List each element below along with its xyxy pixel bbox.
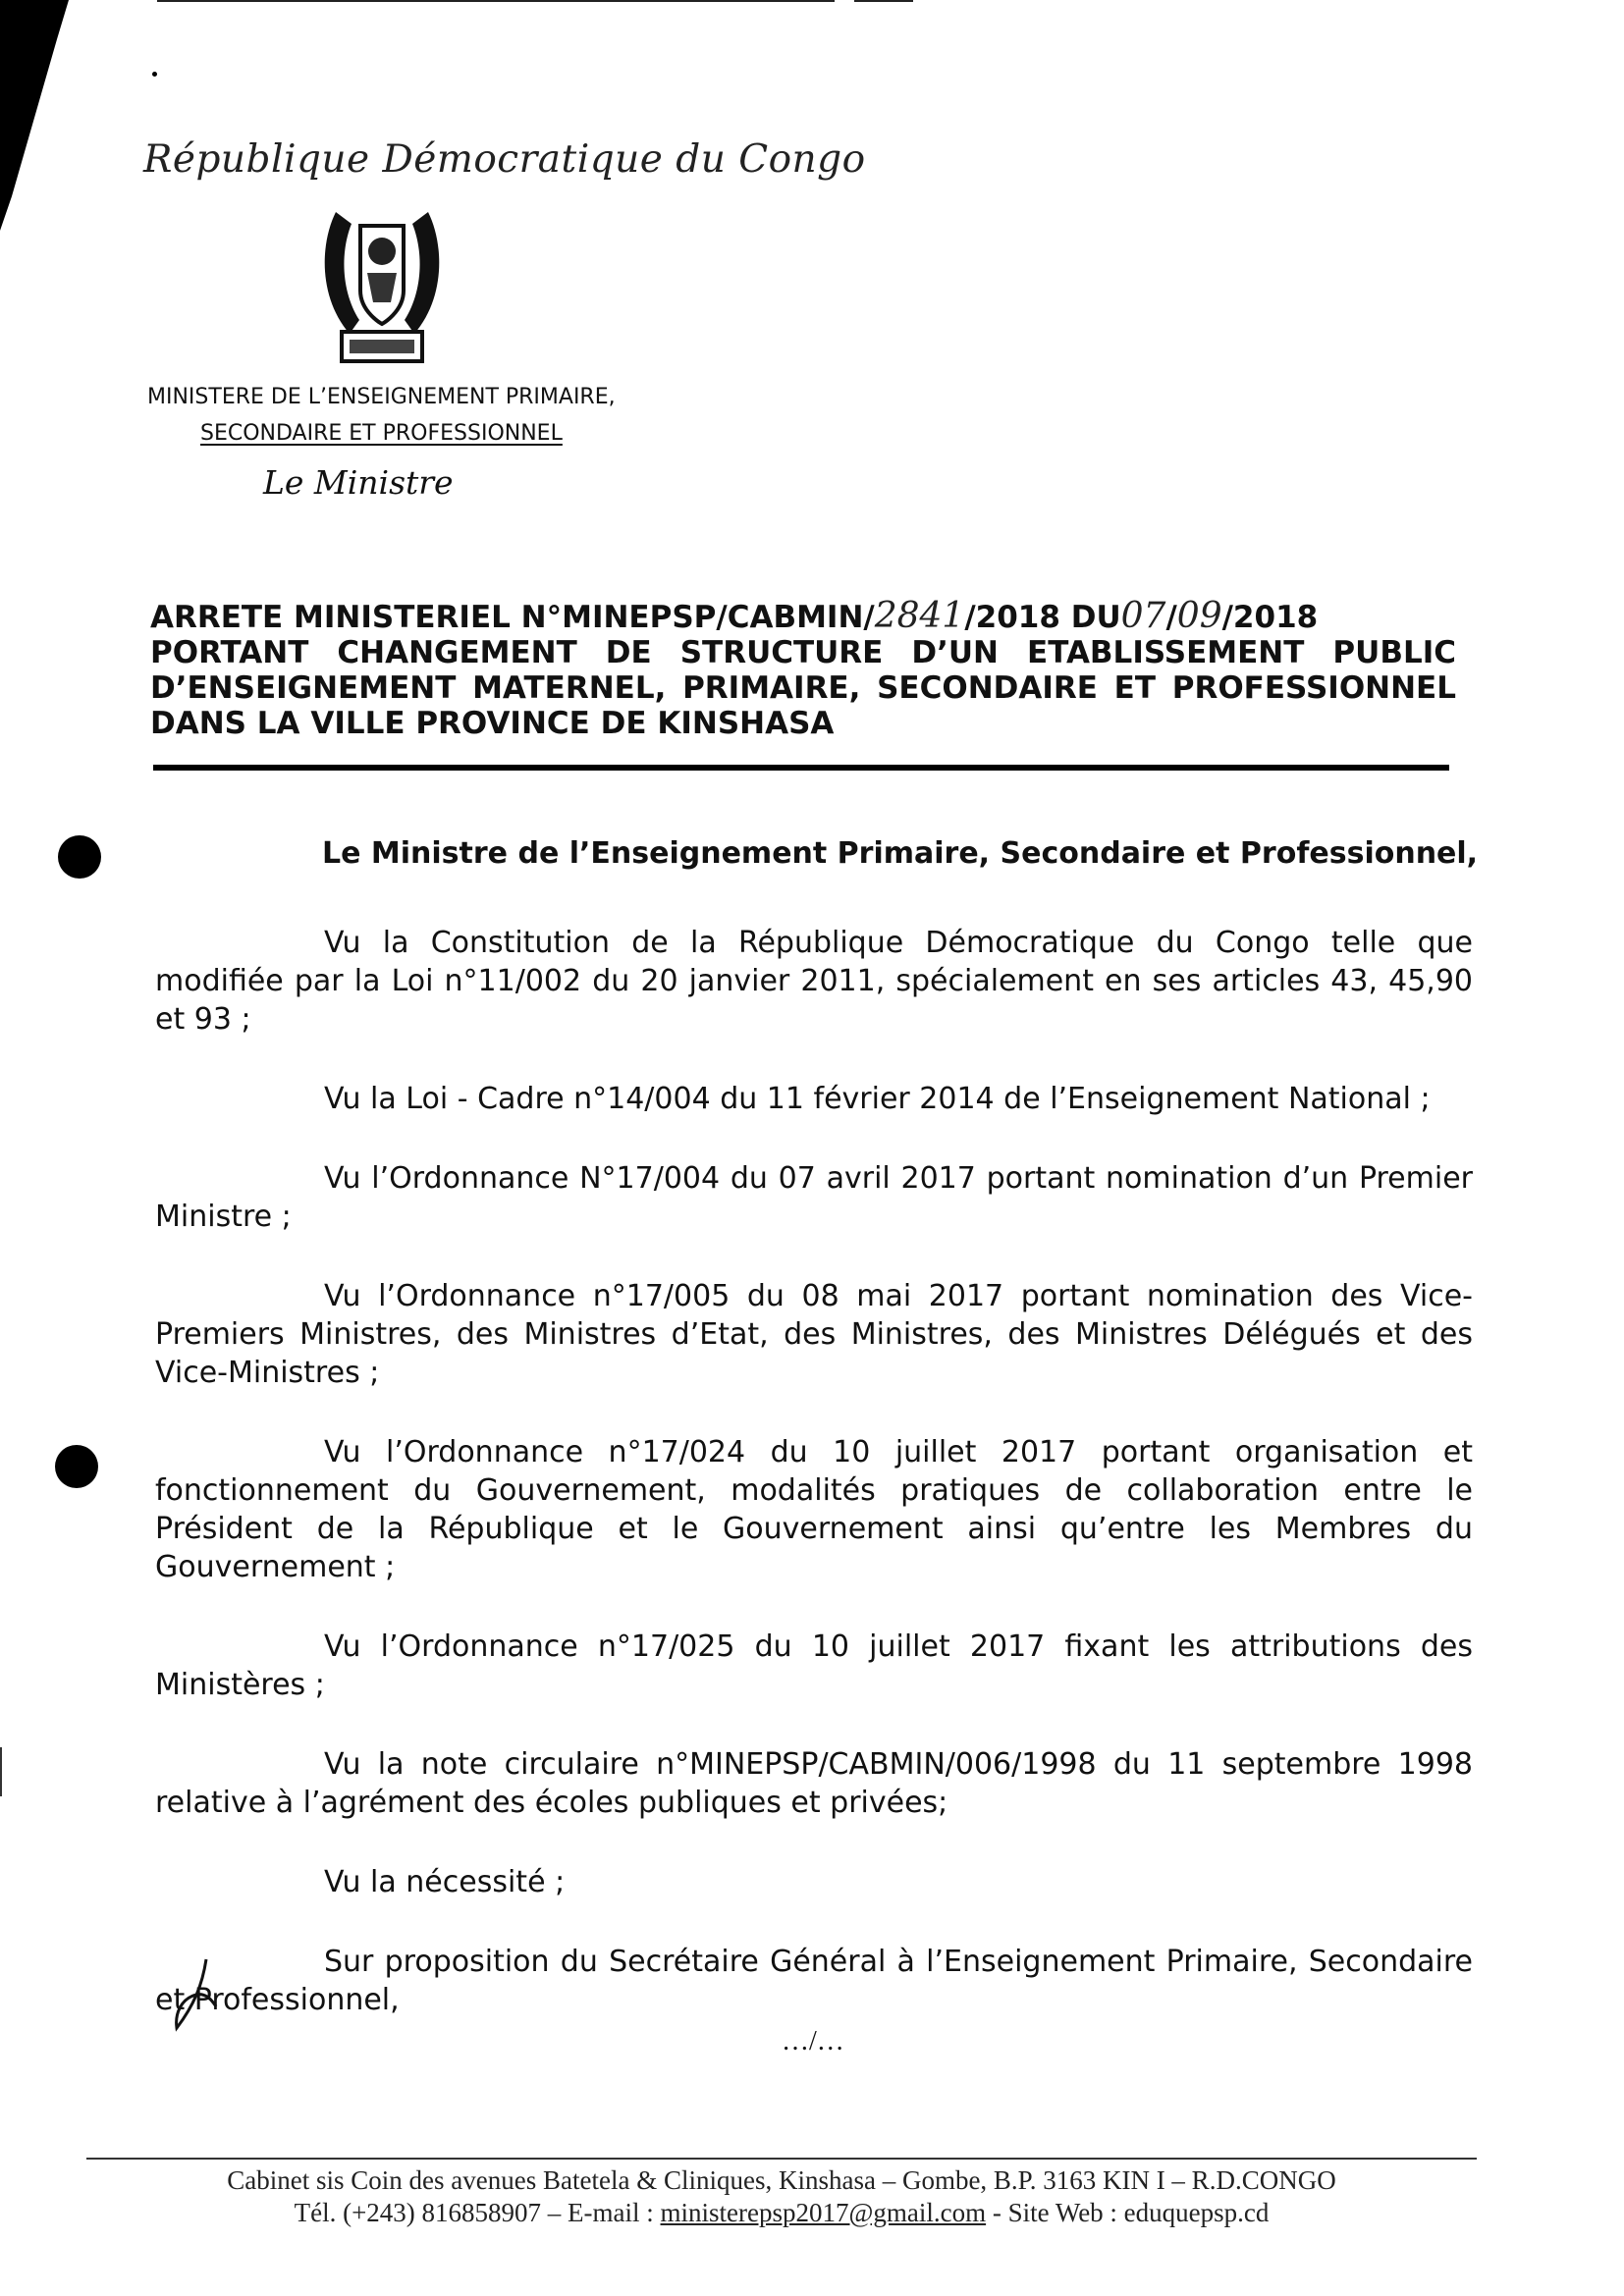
considerant-paragraph: Vu la nécessité ;: [324, 1865, 566, 1899]
decree-body: [155, 834, 1479, 2060]
decree-title-line: PORTANT CHANGEMENT DE STRUCTURE D’UN ETABLISSEMENT PUBLIC: [150, 635, 1456, 670]
considerant-paragraph: Vu l’Ordonnance N°17/004 du 07 avril 2017 portant nomination d’un Premier Ministre ;: [155, 1161, 1473, 1234]
speck: [152, 72, 157, 77]
footer: [86, 2164, 1477, 2229]
scan-top-rule-right: [854, 0, 913, 2]
country-name: République Démocratique du Congo: [143, 137, 866, 182]
page-continuation-mark: …/…: [782, 2026, 844, 2056]
ministry-name: MINISTERE DE L’ENSEIGNEMENT PRIMAIRE,: [147, 385, 616, 409]
considerant-paragraph: Sur proposition du Secrétaire Général à l’Enseignement Primaire, Secondaire et Professionnel,: [155, 1945, 1473, 2017]
decree-title: [150, 596, 1456, 741]
email-link[interactable]: ministerepsp2017@gmail.com: [660, 2198, 987, 2227]
decree-prefix: ARRETE MINISTERIEL N°MINEPSP/CABMIN/: [150, 600, 875, 635]
decree-reference: ARRETE MINISTERIEL N°MINEPSP/CABMIN/2841/2018 DU07/09/2018: [150, 596, 1319, 636]
scan-corner-shadow: [0, 0, 79, 236]
footer-address: Cabinet sis Coin des avenues Batetela & Cliniques, Kinshasa – Gombe, B.P. 3163 KIN I – R.D.CONGO: [227, 2165, 1336, 2195]
considerant-paragraph: Vu la Loi - Cadre n°14/004 du 11 février 2014 de l’Enseignement National ;: [324, 1082, 1431, 1116]
scan-top-rule: [157, 0, 835, 2]
footer-website: - Site Web : eduquepsp.cd: [986, 2198, 1270, 2227]
handwritten-month: 09: [1176, 596, 1222, 636]
considerant-paragraph: Vu l’Ordonnance n°17/005 du 08 mai 2017 portant nomination des Vice-Premiers Ministres, des Ministres d’Etat, des Ministres, des Ministres Délégués et des Vice-Ministres ;: [155, 1279, 1473, 1390]
decree-year: /2018 DU: [964, 600, 1121, 635]
decree-year-end: /2018: [1221, 600, 1319, 635]
considerant-paragraph: Vu la Constitution de la République Démocratique du Congo telle que modifiée par la Loi n°11/002 du 20 janvier 2011, spécialement en ses articles 43, 45,90 et 93 ;: [155, 926, 1473, 1037]
hole-punch-mark: [58, 835, 101, 879]
title-underline-rule: [153, 765, 1449, 771]
considerant-paragraph: Vu la note circulaire n°MINEPSP/CABMIN/006/1998 du 11 septembre 1998 relative à l’agrément des écoles publiques et privées;: [155, 1747, 1473, 1820]
scan-edge-mark: [0, 1747, 2, 1796]
handwritten-initial: [167, 1955, 226, 2034]
footer-rule: [86, 2158, 1477, 2160]
ministry-name-line2: SECONDAIRE ET PROFESSIONNEL: [200, 421, 563, 446]
footer-contact: [86, 2197, 1477, 2229]
footer-phone: Tél. (+243) 816858907 – E-mail :: [294, 2198, 661, 2227]
handwritten-day: 07: [1120, 596, 1166, 636]
considerant-paragraph: Vu l’Ordonnance n°17/025 du 10 juillet 2017 fixant les attributions des Ministères ;: [155, 1629, 1473, 1702]
minister-heading: Le Ministre de l’Enseignement Primaire, Secondaire et Professionnel,: [322, 836, 1479, 871]
decree-title-line: DANS LA VILLE PROVINCE DE KINSHASA: [150, 706, 835, 741]
signatory-title: Le Ministre: [263, 463, 454, 502]
handwritten-number: 2841: [874, 596, 965, 636]
coat-of-arms-emblem: [316, 204, 448, 371]
considerant-paragraph: Vu l’Ordonnance n°17/024 du 10 juillet 2017 portant organisation et fonctionnement du Gouvernement, modalités pratiques de collaboration entre le Président de la République et le Gouvernement ainsi qu’entre les Membres du Gouvernement ;: [155, 1435, 1473, 1584]
hole-punch-mark: [55, 1445, 98, 1488]
decree-title-line: D’ENSEIGNEMENT MATERNEL, PRIMAIRE, SECONDAIRE ET PROFESSIONNEL: [150, 670, 1456, 706]
